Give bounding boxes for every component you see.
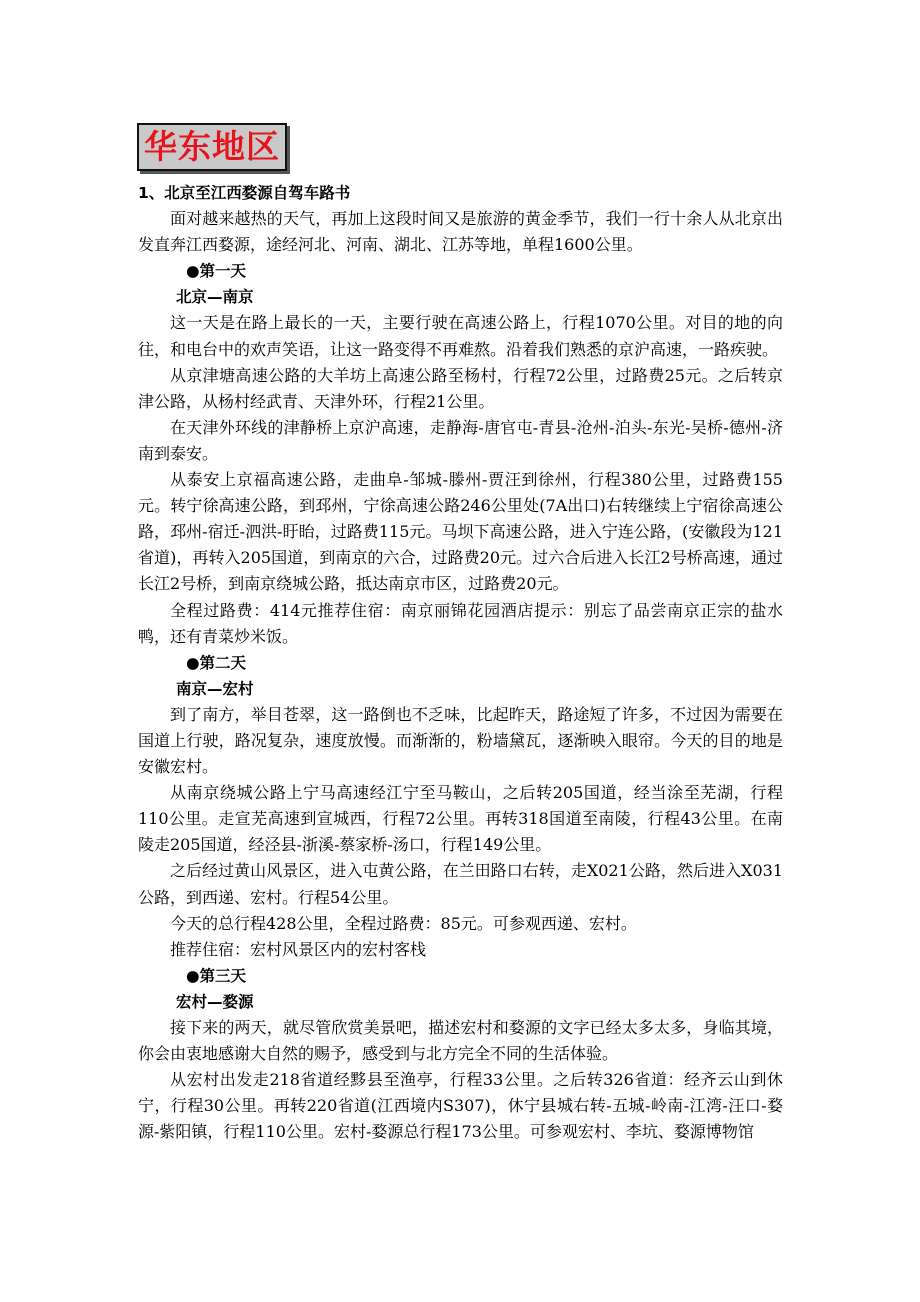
day-3-route: 宏村—婺源 (176, 992, 254, 1011)
article-body (138, 180, 783, 1145)
day-3-label: ●第三天 (186, 966, 247, 985)
intro-paragraph: 面对越来越热的天气，再加上这段时间又是旅游的黄金季节，我们一行十余人从北京出发直奔江西婺源，途经河北、河南、湖北、江苏等地，单程1600公里。 (138, 209, 783, 255)
day-1-paragraph: 这一天是在路上最长的一天，主要行驶在高速公路上，行程1070公里。对目的地的向往，和电台中的欢声笑语，让这一路变得不再难熬。沿着我们熟悉的京沪高速，一路疾驶。 (138, 313, 783, 359)
region-heading: 华东地区 (137, 123, 287, 171)
day-1-paragraph: 从泰安上京福高速公路，走曲阜-邹城-滕州-贾汪到徐州，行程380公里，过路费155元。转宁徐高速公路，到邳州，宁徐高速公路246公里处(7A出口)右转继续上宁宿徐高速公路，邳州-宿迁-泗洪-盱眙，过路费115元。马坝下高速公路，进入宁连公路，(安徽段为121省道)，再转入205国道，到南京的六合，过路费20元。过六合后进入长江2号桥高速，通过长江2号桥，到南京绕城公路，抵达南京市区，过路费20元。 (138, 470, 783, 594)
day-2-paragraph: 推荐住宿：宏村风景区内的宏村客栈 (170, 939, 427, 959)
day-1-paragraph: 从京津塘高速公路的大羊坊上高速公路至杨村，行程72公里，过路费25元。之后转京津公路，从杨村经武青、天津外环，行程21公里。 (138, 365, 783, 411)
day-2-paragraph: 之后经过黄山风景区，进入屯黄公路，在兰田路口右转，走X021公路，然后进入X031公路，到西递、宏村。行程54公里。 (138, 861, 783, 907)
day-1-paragraph: 在天津外环线的津静桥上京沪高速，走静海-唐官屯-青县-沧州-泊头-东光-吴桥-德州-济南到泰安。 (138, 417, 783, 463)
day-2-paragraph: 从南京绕城公路上宁马高速经江宁至马鞍山，之后转205国道，经当涂至芜湖，行程110公里。走宣芜高速到宣城西，行程72公里。再转318国道至南陵，行程43公里。在南陵走205国道，经泾县-浙溪-蔡家桥-汤口，行程149公里。 (138, 783, 783, 855)
day-2-label: ●第二天 (186, 653, 247, 672)
day-2-route: 南京—宏村 (176, 679, 254, 698)
day-1-route: 北京—南京 (176, 288, 254, 307)
day-1-label: ●第一天 (186, 262, 247, 281)
day-3-paragraph: 接下来的两天，就尽管欣赏美景吧，描述宏村和婺源的文字已经太多太多，身临其境，你会由衷地感谢大自然的赐予，感受到与北方完全不同的生活体验。 (138, 1018, 783, 1064)
day-3-paragraph: 从宏村出发走218省道经黟县至渔亭，行程33公里。之后转326省道：经齐云山到休宁，行程30公里。再转220省道(江西境内S307)，休宁县城右转-五城-岭南-江湾-汪口-婺源-紫阳镇，行程110公里。宏村-婺源总行程173公里。可参观宏村、李坑、婺源博物馆 (138, 1070, 783, 1142)
day-2-paragraph: 今天的总行程428公里，全程过路费：85元。可参观西递、宏村。 (170, 913, 637, 933)
day-2-paragraph: 到了南方，举目苍翠，这一路倒也不乏味，比起昨天，路途短了许多，不过因为需要在国道上行驶，路况复杂，速度放慢。而渐渐的，粉墙黛瓦，逐渐映入眼帘。今天的目的地是安徽宏村。 (138, 704, 783, 777)
article-title: 1、北京至江西婺源自驾车路书 (138, 184, 351, 202)
day-1-paragraph: 全程过路费：414元推荐住宿：南京丽锦花园酒店提示：别忘了品尝南京正宗的盐水鸭，还有青菜炒米饭。 (138, 600, 783, 646)
